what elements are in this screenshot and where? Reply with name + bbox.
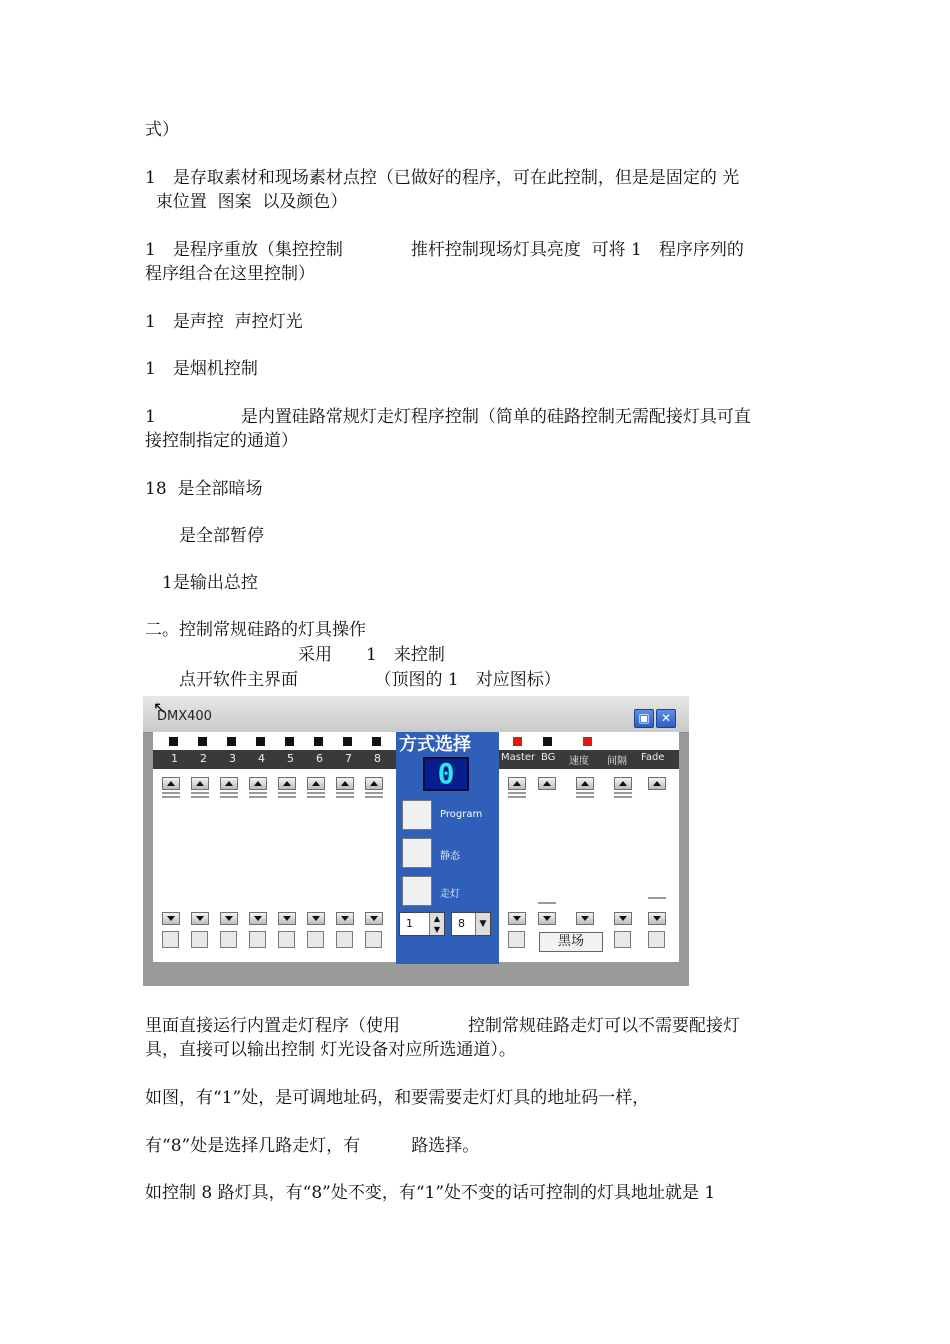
paragraph-1: 式） [145, 120, 179, 140]
paragraph-6: 1 是内置硅路常规灯走灯程序控制（简单的硅路控制无需配接灯具可直 接控制指定的通道） [145, 407, 751, 451]
close-icon[interactable]: ✕ [656, 709, 676, 728]
fader-track [307, 796, 325, 798]
section-heading: 二。控制常规硅路的灯具操作 [145, 620, 366, 640]
fader-track [508, 796, 526, 798]
fader-track [162, 796, 180, 798]
fader-down-button[interactable] [191, 912, 209, 925]
paragraph-13: 里面直接运行内置走灯程序（使用 控制常规硅路走灯可以不需要配接灯 具，直接可以输出控制 灯光设备对应所选通道）。 [145, 1016, 740, 1060]
fader-track [191, 792, 209, 794]
fader-track [278, 796, 296, 798]
fader-down-button[interactable] [336, 912, 354, 925]
fader-up-button[interactable] [365, 777, 383, 790]
fader-down-button[interactable] [220, 912, 238, 925]
master-panel [499, 732, 679, 962]
fader-track [614, 792, 632, 794]
channel-toggle[interactable] [307, 931, 324, 948]
fader-track [576, 796, 594, 798]
blackout-button[interactable]: 黑场 [539, 932, 603, 952]
channel-indicator [372, 737, 381, 746]
fader-up-button[interactable] [648, 777, 666, 790]
dropdown-arrow-icon[interactable]: ▼ [475, 913, 490, 935]
channel-indicator [198, 737, 207, 746]
fader-down-button[interactable] [614, 912, 632, 925]
paragraph-9: 1是输出总控 [145, 573, 258, 593]
channel-indicator [256, 737, 265, 746]
channel-indicator [169, 737, 178, 746]
spinner-arrows-icon[interactable]: ▲ ▼ [429, 913, 444, 935]
fader-down-button[interactable] [307, 912, 325, 925]
dmx400-window [143, 696, 689, 986]
master-indicator [543, 737, 552, 746]
program-mode-label: Program [440, 809, 483, 820]
fader-up-button[interactable] [508, 777, 526, 790]
fader-track [508, 792, 526, 794]
fader-track [538, 902, 556, 904]
paragraph-4: 1 是声控 声控灯光 [145, 312, 303, 332]
fader-track [307, 792, 325, 794]
fader-track [249, 796, 267, 798]
channel-panel [153, 732, 396, 962]
title-bar [143, 696, 689, 733]
fader-down-button[interactable] [648, 912, 666, 925]
paragraph-7: 18 是全部暗场 [145, 479, 263, 499]
channel-label: 8 [374, 752, 381, 765]
fader-track [220, 796, 238, 798]
channel-indicator [227, 737, 236, 746]
mode-display: 0 [423, 757, 469, 791]
channel-toggle[interactable] [191, 931, 208, 948]
program-mode-button[interactable] [402, 800, 432, 830]
channel-toggle[interactable] [249, 931, 266, 948]
chase-mode-button[interactable] [402, 876, 432, 906]
channel-label: 7 [345, 752, 352, 765]
channel-toggle[interactable] [336, 931, 353, 948]
channel-toggle[interactable] [162, 931, 179, 948]
paragraph-16: 如控制 8 路灯具，有“8”处不变，有“1”处不变的话可控制的灯具地址就是 1 [145, 1183, 716, 1203]
master-toggle[interactable] [648, 931, 665, 948]
channel-number-bar [153, 750, 396, 769]
fader-track [614, 796, 632, 798]
channel-indicator [314, 737, 323, 746]
fader-track [365, 792, 383, 794]
address-value: 1 [406, 917, 413, 930]
fader-up-button[interactable] [576, 777, 594, 790]
fader-track [220, 792, 238, 794]
channel-indicator [343, 737, 352, 746]
channel-label: 1 [171, 752, 178, 765]
paragraph-11: 采用 1 来控制 [145, 645, 445, 665]
master-label: 间隔 [607, 756, 627, 767]
fader-up-button[interactable] [249, 777, 267, 790]
master-label: BG [541, 752, 556, 763]
paragraph-14: 如图，有“1”处，是可调地址码，和要需要走灯灯具的地址码一样， [145, 1088, 650, 1108]
mode-select-panel [396, 732, 499, 964]
fader-up-button[interactable] [538, 777, 556, 790]
master-indicator [513, 737, 522, 746]
master-toggle[interactable] [508, 931, 525, 948]
master-indicator [583, 737, 592, 746]
channel-label: 4 [258, 752, 265, 765]
fader-track [336, 796, 354, 798]
mouse-cursor-icon: ↖ [153, 698, 167, 717]
chase-mode-label: 走灯 [440, 889, 460, 900]
channel-label: 2 [200, 752, 207, 765]
fader-track [365, 796, 383, 798]
channel-toggle[interactable] [220, 931, 237, 948]
fader-down-button[interactable] [576, 912, 594, 925]
channel-label: 5 [287, 752, 294, 765]
fader-down-button[interactable] [508, 912, 526, 925]
fader-down-button[interactable] [538, 912, 556, 925]
fader-track [336, 792, 354, 794]
static-mode-label: 静态 [440, 851, 460, 862]
fader-up-button[interactable] [307, 777, 325, 790]
fader-track [249, 792, 267, 794]
paragraph-15: 有“8”处是选择几路走灯，有 路选择。 [145, 1136, 480, 1156]
channel-count-select[interactable] [451, 912, 491, 936]
fader-down-button[interactable] [365, 912, 383, 925]
master-label: 速度 [569, 756, 589, 767]
address-spinner[interactable] [399, 912, 445, 936]
fader-track [278, 792, 296, 794]
channel-toggle[interactable] [365, 931, 382, 948]
channel-indicator [285, 737, 294, 746]
fader-up-button[interactable] [278, 777, 296, 790]
paragraph-3: 1 是程序重放（集控控制 推杆控制现场灯具亮度 可将 1 程序序列的 程序组合在这里控制） [145, 240, 744, 284]
channel-label: 3 [229, 752, 236, 765]
window-title: DMX400 [157, 709, 212, 724]
paragraph-8: 是全部暂停 [145, 526, 264, 546]
fader-down-button[interactable] [249, 912, 267, 925]
master-toggle[interactable] [614, 931, 631, 948]
fader-up-button[interactable] [220, 777, 238, 790]
fader-down-button[interactable] [278, 912, 296, 925]
fader-up-button[interactable] [614, 777, 632, 790]
fader-track [648, 897, 666, 899]
fader-up-button[interactable] [191, 777, 209, 790]
channel-label: 6 [316, 752, 323, 765]
channel-count-value: 8 [458, 917, 465, 930]
fader-track [162, 792, 180, 794]
fader-track [576, 792, 594, 794]
fader-up-button[interactable] [162, 777, 180, 790]
static-mode-button[interactable] [402, 838, 432, 868]
fader-down-button[interactable] [162, 912, 180, 925]
master-label: Master [501, 752, 536, 763]
lock-icon[interactable]: ▣ [634, 709, 654, 728]
channel-toggle[interactable] [278, 931, 295, 948]
fader-up-button[interactable] [336, 777, 354, 790]
paragraph-5: 1 是烟机控制 [145, 359, 258, 379]
mode-title: 方式选择 [399, 734, 471, 755]
paragraph-12: 点开软件主界面 （顶图的 1 对应图标） [145, 670, 561, 690]
master-label: Fade [641, 752, 665, 763]
paragraph-2: 1 是存取素材和现场素材点控（已做好的程序，可在此控制，但是是固定的 光 束位置 图案 以及颜色） [145, 168, 740, 212]
fader-track [191, 796, 209, 798]
